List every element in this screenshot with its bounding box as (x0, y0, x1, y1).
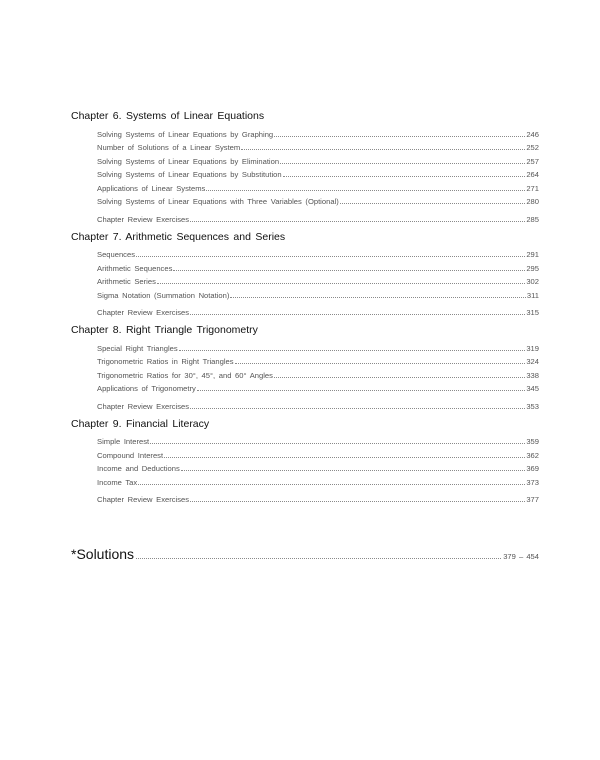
dot-leader (280, 163, 525, 164)
solutions-page-range: 379 – 454 (503, 552, 539, 561)
chapter-section (71, 417, 539, 505)
toc-entry (97, 460, 539, 474)
entry-label: Applications of Linear Systems (97, 183, 206, 193)
dot-leader (164, 457, 525, 458)
entry-label: Income and Deductions (97, 464, 180, 473)
dot-leader (190, 314, 525, 315)
dot-leader (136, 558, 501, 559)
entry-label: Chapter Review Exercises (97, 495, 190, 504)
toc-entry (97, 473, 539, 487)
dot-leader (197, 390, 526, 391)
chapter-title: Chapter 9. Financial Literacy (71, 417, 210, 430)
toc-entry (97, 286, 539, 300)
entry-page-number: 246 (526, 129, 539, 139)
dot-leader (138, 484, 525, 485)
toc-entry (97, 273, 539, 287)
entry-page-number: 257 (526, 156, 539, 166)
entry-page-number: 291 (526, 250, 539, 259)
entry-page-number: 302 (526, 277, 539, 286)
chapter-review-entry (97, 210, 539, 224)
entry-page-number: 353 (526, 401, 539, 411)
dot-leader (340, 203, 526, 204)
entry-label: Sequences (97, 250, 135, 259)
chapter-section (71, 230, 539, 318)
entry-label: Income Tax (97, 477, 138, 487)
entry-label: Simple Interest (97, 437, 150, 446)
dot-leader (274, 377, 525, 378)
entry-page-number: 359 (526, 437, 539, 446)
dot-leader (179, 350, 526, 351)
chapter-review-entry (97, 397, 539, 411)
entry-page-number: 338 (526, 370, 539, 380)
entry-page-number: 271 (526, 183, 539, 193)
entry-page-number: 324 (526, 357, 539, 366)
toc-entry (97, 366, 539, 380)
chapter-review-entry (97, 304, 539, 318)
toc-entry (97, 193, 539, 207)
entry-page-number: 285 (526, 214, 539, 224)
entry-page-number: 295 (526, 263, 539, 273)
dot-leader (136, 256, 525, 257)
dot-leader (274, 136, 525, 137)
entry-page-number: 362 (526, 450, 539, 460)
entry-label: Chapter Review Exercises (97, 401, 190, 411)
entry-label: Solving Systems of Linear Equations by Graphing (97, 129, 274, 139)
entry-label: Solving Systems of Linear Equations with Three Variables (Optional) (97, 197, 339, 206)
dot-leader (190, 501, 525, 502)
toc-entry (97, 259, 539, 273)
toc-entry (97, 446, 539, 460)
table-of-contents (71, 109, 539, 510)
entry-label: Arithmetic Sequences (97, 263, 173, 273)
entry-page-number: 373 (526, 477, 539, 487)
entry-label: Trigonometric Ratios in Right Triangles (97, 357, 234, 366)
chapter-title: Chapter 6. Systems of Linear Equations (71, 110, 265, 122)
entry-label: Solving Systems of Linear Equations by Substitution (97, 170, 282, 179)
entry-page-number: 345 (526, 384, 539, 393)
entry-label: Solving Systems of Linear Equations by Elimination (97, 156, 280, 166)
dot-leader (157, 283, 525, 284)
toc-entry (97, 125, 539, 139)
toc-entry (97, 166, 539, 180)
entry-page-number: 377 (526, 495, 539, 504)
toc-entry (97, 179, 539, 193)
entry-label: Chapter Review Exercises (97, 214, 190, 224)
chapter-section (71, 323, 539, 411)
solutions-entry (71, 546, 539, 562)
entry-page-number: 369 (526, 464, 539, 473)
toc-entry (97, 246, 539, 260)
entry-page-number: 252 (526, 143, 539, 152)
toc-entry (97, 139, 539, 153)
entry-label: Applications of Trigonometry (97, 384, 196, 393)
dot-leader (206, 190, 525, 191)
entry-page-number: 311 (526, 290, 539, 300)
toc-entry (97, 339, 539, 353)
entry-label: Chapter Review Exercises (97, 308, 190, 317)
dot-leader (283, 176, 526, 177)
dot-leader (241, 149, 525, 150)
toc-entry (97, 433, 539, 447)
entry-label: Number of Solutions of a Linear System (97, 143, 241, 152)
entry-label: Compound Interest (97, 450, 164, 460)
chapter-title: Chapter 7. Arithmetic Sequences and Series (71, 230, 286, 243)
toc-entry (97, 353, 539, 367)
dot-leader (235, 363, 526, 364)
dot-leader (230, 297, 526, 298)
entry-label: Special Right Triangles (97, 343, 178, 353)
dot-leader (173, 270, 525, 271)
entry-page-number: 264 (526, 170, 539, 179)
dot-leader (150, 443, 525, 444)
entry-page-number: 315 (526, 308, 539, 317)
solutions-label: *Solutions (71, 546, 135, 562)
toc-entry (97, 380, 539, 394)
entry-label: Trigonometric Ratios for 30°, 45°, and 60° Angles (97, 370, 273, 380)
dot-leader (181, 470, 526, 471)
dot-leader (190, 221, 525, 222)
chapter-title: Chapter 8. Right Triangle Trigonometry (71, 324, 258, 336)
toc-entry (97, 152, 539, 166)
entry-page-number: 280 (526, 197, 539, 206)
chapter-review-entry (97, 491, 539, 505)
chapter-section (71, 109, 539, 224)
entry-label: Arithmetic Series (97, 277, 156, 286)
dot-leader (190, 408, 525, 409)
entry-page-number: 319 (526, 343, 539, 353)
entry-label: Sigma Notation (Summation Notation) (97, 290, 230, 300)
